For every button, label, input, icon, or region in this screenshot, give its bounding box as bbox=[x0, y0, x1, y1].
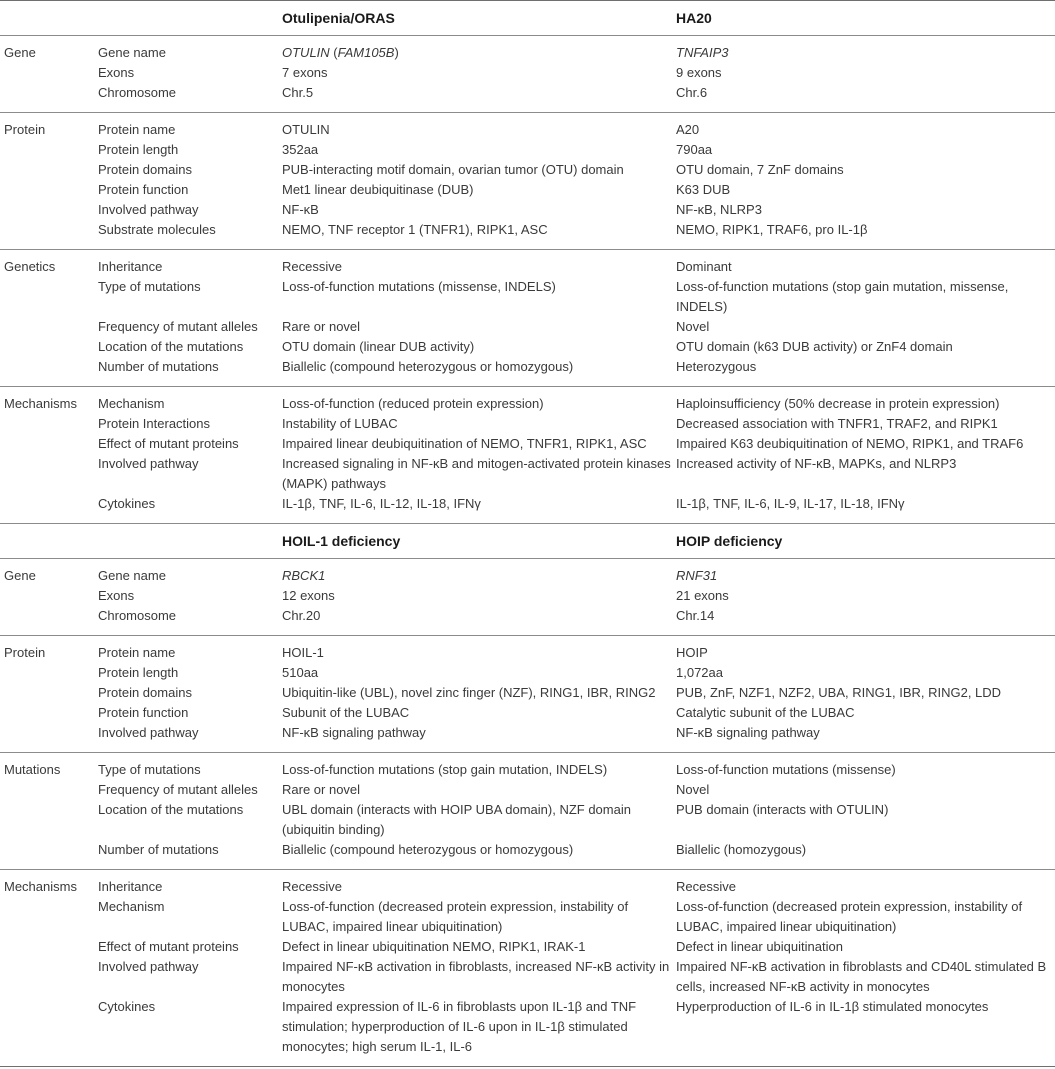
column-header: HA20 bbox=[672, 1, 1055, 36]
table-row bbox=[0, 870, 1055, 898]
row-label: Location of the mutations bbox=[98, 802, 244, 817]
table-row bbox=[0, 250, 1055, 278]
section-label-empty bbox=[0, 180, 94, 200]
row-label: Location of the mutations bbox=[98, 339, 244, 354]
value-cell-1: OTU domain (linear DUB activity) bbox=[282, 339, 475, 354]
value-cell-2: TNFAIP3 bbox=[672, 36, 1055, 64]
value-cell-1: Loss-of-function (reduced protein expression) bbox=[278, 387, 672, 415]
section-label-empty bbox=[0, 723, 94, 753]
value-cell-2: Chr.14 bbox=[676, 608, 715, 623]
value-cell-2: OTU domain (k63 DUB activity) or ZnF4 domain bbox=[676, 339, 953, 354]
value-cell-1: Instability of LUBAC bbox=[282, 416, 398, 431]
section-label-empty bbox=[0, 317, 94, 337]
value-cell-2: Defect in linear ubiquitination bbox=[676, 939, 843, 954]
value-cell-1: Impaired linear deubiquitination of NEMO, TNFR1, RIPK1, ASC bbox=[282, 436, 647, 451]
section-label-empty bbox=[0, 683, 94, 703]
section-label-empty bbox=[0, 703, 94, 723]
table-row bbox=[0, 636, 1055, 664]
value-cell-1: Met1 linear deubiquitinase (DUB) bbox=[282, 182, 474, 197]
row-label: Involved pathway bbox=[98, 202, 199, 217]
value-cell-1: Rare or novel bbox=[282, 319, 361, 334]
section-label-empty bbox=[0, 83, 94, 113]
gene-name-part: ( bbox=[329, 45, 338, 60]
section-label-empty bbox=[0, 586, 94, 606]
table2-header-row bbox=[0, 524, 1055, 559]
row-label: Involved pathway bbox=[98, 456, 199, 471]
table-row bbox=[0, 160, 1055, 180]
row-label: Frequency of mutant alleles bbox=[98, 319, 258, 334]
value-cell-1: Chr.20 bbox=[282, 608, 321, 623]
section-label: Mechanisms bbox=[0, 870, 94, 898]
section-label-empty bbox=[0, 663, 94, 683]
value-cell-1: OTULIN bbox=[278, 113, 672, 141]
row-label: Protein name bbox=[94, 636, 278, 664]
row-label: Cytokines bbox=[94, 997, 278, 1067]
value-cell-1: HOIL-1 bbox=[278, 636, 672, 664]
table-row bbox=[0, 753, 1055, 781]
section-label: Mechanisms bbox=[0, 387, 94, 415]
column-header: HOIL-1 deficiency bbox=[278, 524, 672, 559]
row-label: Number of mutations bbox=[98, 842, 219, 857]
value-cell-2: Biallelic (homozygous) bbox=[676, 842, 807, 857]
gene-name-part: ) bbox=[394, 45, 399, 60]
value-cell-2: Loss-of-function (decreased protein expression, instability of LUBAC, impaired linear ubiquitination) bbox=[676, 899, 1023, 934]
table-row bbox=[0, 357, 1055, 387]
value-cell-2: HOIP bbox=[672, 636, 1055, 664]
section-label: Gene bbox=[0, 36, 94, 64]
value-cell-1: Loss-of-function mutations (stop gain mutation, INDELS) bbox=[278, 753, 672, 781]
value-cell-2: Novel bbox=[676, 319, 710, 334]
value-cell-1: NF-κB bbox=[282, 202, 319, 217]
table-row bbox=[0, 800, 1055, 840]
table-row bbox=[0, 434, 1055, 454]
row-label: Frequency of mutant alleles bbox=[98, 782, 258, 797]
row-label: Cytokines bbox=[98, 496, 156, 511]
value-cell-1: 352aa bbox=[282, 142, 319, 157]
row-label: Protein length bbox=[98, 142, 179, 157]
value-cell-1: UBL domain (interacts with HOIP UBA domain), NZF domain (ubiquitin binding) bbox=[282, 802, 631, 837]
section-label-empty bbox=[0, 800, 94, 840]
section-label-empty bbox=[0, 937, 94, 957]
section-label-empty bbox=[0, 454, 94, 494]
value-cell-2: OTU domain, 7 ZnF domains bbox=[676, 162, 844, 177]
value-cell-2: 1,072aa bbox=[676, 665, 723, 680]
table-row bbox=[0, 180, 1055, 200]
table-row bbox=[0, 897, 1055, 937]
gene-name-part: OTULIN bbox=[282, 45, 330, 60]
row-label: Mechanism bbox=[94, 387, 278, 415]
section-label-empty bbox=[0, 840, 94, 870]
section-label-empty bbox=[0, 140, 94, 160]
row-label: Involved pathway bbox=[98, 959, 199, 974]
value-cell-1: Increased signaling in NF-κB and mitogen-activated protein kinases (MAPK) pathways bbox=[282, 456, 671, 491]
table1-header-row bbox=[0, 1, 1055, 36]
column-header: Otulipenia/ORAS bbox=[278, 1, 672, 36]
row-label: Exons bbox=[98, 65, 135, 80]
row-label: Effect of mutant proteins bbox=[98, 436, 239, 451]
value-cell-1: Rare or novel bbox=[282, 782, 361, 797]
row-label: Gene name bbox=[94, 36, 278, 64]
value-cell-2: Hyperproduction of IL-6 in IL-1β stimulated monocytes bbox=[672, 997, 1055, 1067]
row-label: Protein domains bbox=[98, 162, 192, 177]
table-row bbox=[0, 683, 1055, 703]
table-row bbox=[0, 454, 1055, 494]
value-cell-2: IL-1β, TNF, IL-6, IL-9, IL-17, IL-18, IFNγ bbox=[676, 496, 905, 511]
section-label-empty bbox=[0, 780, 94, 800]
value-cell-1: NF-κB signaling pathway bbox=[282, 725, 426, 740]
table-body bbox=[0, 1, 1055, 1067]
value-cell-1: Recessive bbox=[278, 250, 672, 278]
section-label-empty bbox=[0, 357, 94, 387]
section-label: Genetics bbox=[0, 250, 94, 278]
row-label: Protein function bbox=[98, 182, 189, 197]
table-row bbox=[0, 277, 1055, 317]
row-label: Substrate molecules bbox=[98, 222, 216, 237]
value-cell-2: Loss-of-function mutations (stop gain mutation, missense, INDELS) bbox=[676, 279, 1009, 314]
value-cell-1: 7 exons bbox=[282, 65, 328, 80]
section-label: Protein bbox=[0, 113, 94, 141]
table-row bbox=[0, 997, 1055, 1067]
row-label: Protein domains bbox=[98, 685, 192, 700]
value-cell-2: 21 exons bbox=[676, 588, 729, 603]
table-row bbox=[0, 113, 1055, 141]
row-label: Mechanism bbox=[98, 899, 165, 914]
table-row bbox=[0, 723, 1055, 753]
column-header bbox=[94, 524, 278, 559]
row-label: Exons bbox=[98, 588, 135, 603]
row-label: Inheritance bbox=[94, 870, 278, 898]
value-cell-2: A20 bbox=[672, 113, 1055, 141]
value-cell-1: Loss-of-function (decreased protein expression, instability of LUBAC, impaired linear ubiquitination) bbox=[282, 899, 629, 934]
section-label-empty bbox=[0, 277, 94, 317]
value-cell-1: 510aa bbox=[282, 665, 319, 680]
table-row bbox=[0, 317, 1055, 337]
table-row bbox=[0, 586, 1055, 606]
section-label: Gene bbox=[0, 559, 94, 587]
row-label: Protein length bbox=[98, 665, 179, 680]
value-cell-2: Decreased association with TNFR1, TRAF2, and RIPK1 bbox=[676, 416, 998, 431]
value-cell-2: Heterozygous bbox=[676, 359, 757, 374]
section-label-empty bbox=[0, 957, 94, 997]
value-cell-1: Recessive bbox=[278, 870, 672, 898]
value-cell-1 bbox=[278, 36, 672, 64]
value-cell-2: Impaired K63 deubiquitination of NEMO, RIPK1, and TRAF6 bbox=[676, 436, 1024, 451]
gene-name-part: FAM105B bbox=[337, 45, 395, 60]
row-label: Number of mutations bbox=[98, 359, 219, 374]
row-label: Involved pathway bbox=[98, 725, 199, 740]
value-cell-2: 790aa bbox=[676, 142, 713, 157]
value-cell-2: PUB, ZnF, NZF1, NZF2, UBA, RING1, IBR, RING2, LDD bbox=[676, 685, 1002, 700]
table-row bbox=[0, 337, 1055, 357]
value-cell-1: IL-1β, TNF, IL-6, IL-12, IL-18, IFNγ bbox=[282, 496, 481, 511]
value-cell-1: NEMO, TNF receptor 1 (TNFR1), RIPK1, ASC bbox=[282, 222, 548, 237]
table-row bbox=[0, 200, 1055, 220]
value-cell-2: Haploinsufficiency (50% decrease in protein expression) bbox=[672, 387, 1055, 415]
value-cell-2: Chr.6 bbox=[676, 85, 708, 100]
table-row bbox=[0, 387, 1055, 415]
column-header bbox=[0, 1, 94, 36]
row-label: Protein function bbox=[98, 705, 189, 720]
row-label: Inheritance bbox=[94, 250, 278, 278]
table-row bbox=[0, 606, 1055, 636]
section-label-empty bbox=[0, 414, 94, 434]
value-cell-2: Impaired NF-κB activation in fibroblasts and CD40L stimulated B cells, increased NF-κB activity in monocytes bbox=[676, 959, 1047, 994]
value-cell-2: Novel bbox=[676, 782, 710, 797]
row-label: Chromosome bbox=[98, 85, 177, 100]
value-cell-2: 9 exons bbox=[676, 65, 722, 80]
row-label: Gene name bbox=[94, 559, 278, 587]
section-label-empty bbox=[0, 897, 94, 937]
value-cell-1: Subunit of the LUBAC bbox=[282, 705, 410, 720]
value-cell-2: Increased activity of NF-κB, MAPKs, and NLRP3 bbox=[676, 456, 957, 471]
row-label: Protein Interactions bbox=[98, 416, 211, 431]
row-label: Type of mutations bbox=[98, 279, 201, 294]
table-row bbox=[0, 220, 1055, 250]
value-cell-2: RNF31 bbox=[672, 559, 1055, 587]
value-cell-1: Defect in linear ubiquitination NEMO, RIPK1, IRAK-1 bbox=[282, 939, 586, 954]
value-cell-1: Loss-of-function mutations (missense, INDELS) bbox=[282, 279, 556, 294]
section-label-empty bbox=[0, 63, 94, 83]
value-cell-2: Recessive bbox=[672, 870, 1055, 898]
value-cell-2: NEMO, RIPK1, TRAF6, pro IL-1β bbox=[676, 222, 868, 237]
value-cell-1: Impaired expression of IL-6 in fibroblasts upon IL-1β and TNF stimulation; hyperproduction of IL-6 upon in IL-1β stimulated monocytes; high serum IL-1, IL-6 bbox=[278, 997, 672, 1067]
section-label: Mutations bbox=[0, 753, 94, 781]
table-row bbox=[0, 63, 1055, 83]
table-row bbox=[0, 937, 1055, 957]
column-header bbox=[0, 524, 94, 559]
table-row bbox=[0, 780, 1055, 800]
table-row bbox=[0, 83, 1055, 113]
value-cell-2: Dominant bbox=[672, 250, 1055, 278]
value-cell-2: K63 DUB bbox=[676, 182, 731, 197]
value-cell-1: RBCK1 bbox=[278, 559, 672, 587]
section-label-empty bbox=[0, 997, 94, 1067]
table-row bbox=[0, 703, 1055, 723]
value-cell-1: Ubiquitin-like (UBL), novel zinc finger (NZF), RING1, IBR, RING2 bbox=[282, 685, 656, 700]
section-label-empty bbox=[0, 337, 94, 357]
value-cell-1: PUB-interacting motif domain, ovarian tumor (OTU) domain bbox=[282, 162, 624, 177]
row-label: Type of mutations bbox=[94, 753, 278, 781]
value-cell-2: Loss-of-function mutations (missense) bbox=[672, 753, 1055, 781]
column-header: HOIP deficiency bbox=[672, 524, 1055, 559]
table-row bbox=[0, 140, 1055, 160]
value-cell-2: NF-κB, NLRP3 bbox=[676, 202, 762, 217]
value-cell-1: Biallelic (compound heterozygous or homozygous) bbox=[282, 359, 574, 374]
row-label: Chromosome bbox=[98, 608, 177, 623]
value-cell-2: Catalytic subunit of the LUBAC bbox=[676, 705, 855, 720]
section-label-empty bbox=[0, 494, 94, 524]
section-label-empty bbox=[0, 160, 94, 180]
table-row bbox=[0, 494, 1055, 524]
section-label-empty bbox=[0, 606, 94, 636]
section-label: Protein bbox=[0, 636, 94, 664]
table-row bbox=[0, 414, 1055, 434]
value-cell-1: Impaired NF-κB activation in fibroblasts, increased NF-κB activity in monocytes bbox=[282, 959, 670, 994]
value-cell-2: PUB domain (interacts with OTULIN) bbox=[676, 802, 889, 817]
value-cell-1: Biallelic (compound heterozygous or homozygous) bbox=[282, 842, 574, 857]
row-label: Effect of mutant proteins bbox=[98, 939, 239, 954]
section-label-empty bbox=[0, 434, 94, 454]
section-label-empty bbox=[0, 200, 94, 220]
table-row bbox=[0, 36, 1055, 64]
value-cell-1: 12 exons bbox=[282, 588, 335, 603]
value-cell-1: Chr.5 bbox=[282, 85, 314, 100]
table-row bbox=[0, 840, 1055, 870]
table-row bbox=[0, 559, 1055, 587]
table-row bbox=[0, 663, 1055, 683]
table-row bbox=[0, 957, 1055, 997]
section-label-empty bbox=[0, 220, 94, 250]
row-label: Protein name bbox=[94, 113, 278, 141]
column-header bbox=[94, 1, 278, 36]
value-cell-2: NF-κB signaling pathway bbox=[676, 725, 820, 740]
